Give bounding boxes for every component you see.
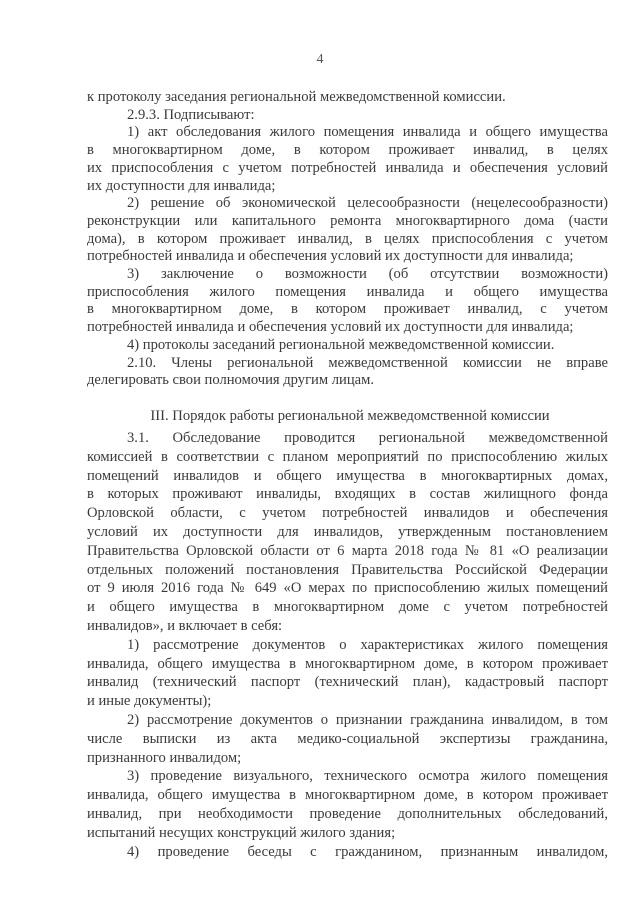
text-line: признанного инвалидом;	[87, 749, 242, 766]
text-line: комиссией в соответствии с планом мероприятий по приспособлению жилых	[87, 448, 608, 465]
text-line: к протоколу заседания региональной межведомственной комиссии.	[87, 89, 506, 105]
text-line: 2) рассмотрение документов о признании гражданина инвалидом, в том	[127, 712, 608, 728]
text-line: отдельных положений постановления Правительства Российской Федерации	[87, 561, 608, 578]
text-line: инвалид, при необходимости проведение дополнительных обследований,	[87, 806, 608, 822]
text-line: 4) протоколы заседаний региональной межведомственной комиссии.	[127, 336, 555, 353]
text-line: инвалидов», и включает в себя:	[87, 618, 283, 634]
text-line: Орловской области, с учетом потребностей инвалидов и обеспечения	[87, 505, 608, 522]
text-line: инвалида, общего имущества в многоквартирном доме, в котором проживает	[87, 655, 608, 672]
text-line: помещений инвалидов и общего имущества в многоквартирных домах,	[87, 467, 608, 484]
text-line: испытаний несущих конструкций жилого здания;	[87, 824, 396, 841]
text-line: 1) акт обследования жилого помещения инвалида и общего имущества	[127, 124, 608, 141]
text-line: и общего имущества в многоквартирном доме с учетом потребностей	[87, 599, 608, 616]
text-line: условий их доступности для инвалидов, утвержденным постановлением	[87, 524, 608, 540]
text-line: реконструкции или капитального ремонта многоквартирного дома (части	[87, 212, 608, 229]
text-line: 2) решение об экономической целесообразности (нецелесообразности)	[127, 195, 608, 212]
text-line: в многоквартирном доме, в котором проживает инвалид, с учетом	[87, 301, 608, 318]
text-line: потребностей инвалида и обеспечения условий их доступности для инвалида;	[87, 248, 574, 265]
text-line: инвалида, общего имущества в многоквартирном доме, в котором проживает	[87, 787, 608, 804]
text-line: 4) проведение беседы с гражданином, признанным инвалидом,	[127, 843, 608, 860]
text-line: 2.10. Члены региональной межведомственной комиссии не вправе	[127, 354, 608, 371]
text-line: 2.9.3. Подписывают:	[127, 106, 255, 123]
text-line: делегировать свои полномочия другим лицам.	[87, 372, 375, 389]
text-line: их доступности для инвалида;	[87, 177, 276, 194]
text-line: потребностей инвалида и обеспечения условий их доступности для инвалида;	[87, 319, 574, 336]
section-heading: III. Порядок работы региональной межведомственной комиссии	[150, 408, 550, 424]
text-line: и иные документы);	[87, 693, 212, 710]
page-number: 4	[316, 52, 324, 67]
text-line: приспособления жилого помещения инвалида и общего имущества	[87, 283, 608, 300]
text-line: 3) заключение о возможности (об отсутствии возможности)	[127, 266, 608, 282]
text-line: дома), в котором проживает инвалид, в целях приспособления с учетом	[87, 230, 608, 247]
text-line: 3.1. Обследование проводится региональной межведомственной	[127, 430, 608, 446]
text-line: в многоквартирном доме, в котором проживает инвалид, в целях	[87, 142, 608, 159]
text-line: их приспособления с учетом потребностей инвалида и обеспечения условий	[87, 159, 608, 176]
text-line: 3) проведение визуального, технического осмотра жилого помещения	[127, 768, 608, 785]
text-line: от 9 июля 2016 года № 649 «О мерах по приспособлению жилых помещений	[87, 580, 608, 597]
text-line: числе выписки из акта медико-социальной экспертизы гражданина,	[87, 730, 608, 747]
text-line: инвалид (технический паспорт (технический план), кадастровый паспорт	[87, 674, 608, 691]
text-line: 1) рассмотрение документов о характеристиках жилого помещения	[127, 636, 608, 653]
text-line: Правительства Орловской области от 6 марта 2018 года № 81 «О реализации	[87, 542, 608, 559]
text-line: в которых проживают инвалиды, входящих в состав жилищного фонда	[87, 486, 608, 503]
